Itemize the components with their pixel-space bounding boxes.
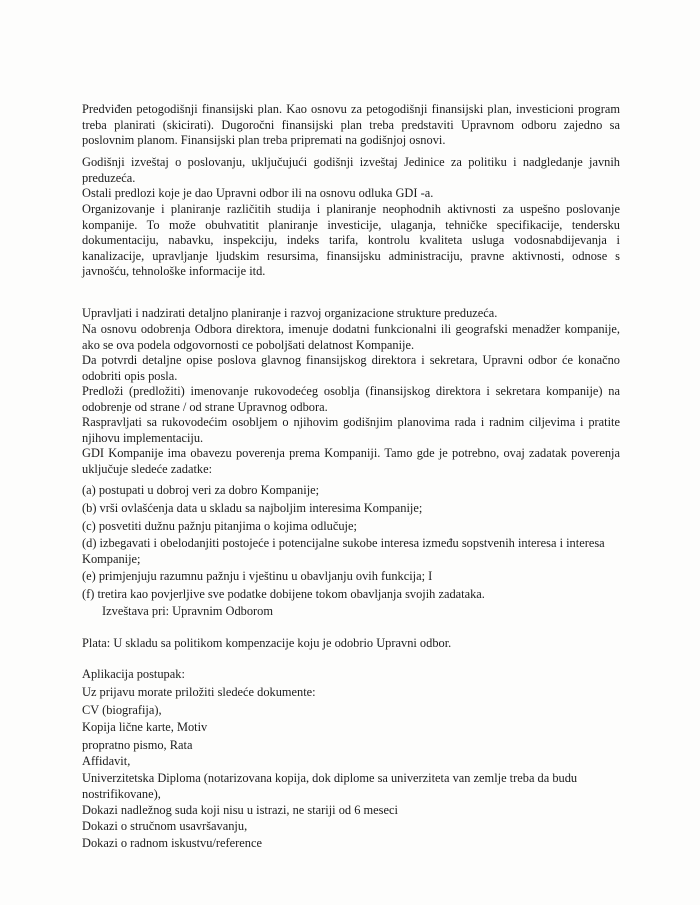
document-item-cover-letter: propratno pismo, Rata: [82, 738, 193, 752]
paragraph-board-approval: Na osnovu odobrenja Odbora direktora, imenuje dodatni funkcionalni ili geografski menadžer kompanije, ako se ova podela odgovornosti ce poboljšati delatnost Kompanije.: [82, 322, 620, 352]
document-item-court-proof: Dokazi nadležnog suda koji nisu u istrazi, ne stariji od 6 meseci: [82, 803, 398, 817]
paragraph-organizing-planning: Organizovanje i planiranje različitih studija i planiranje neophodnih aktivnosti za uspešno poslovanje kompanije. To može obuhvatitit planiranje investicije, ulaganja, tehničke specifikacije, tendersku dokumentaciju, nabavku, inspekciju, indeks tarifa, kontrolu kvaliteta usluga vodosnabdijevanja i kanalizacije, upravljanje ljudskim resursima, finansijsku administraciju, pravne aktivnosti, odnose s javnošću, tehnološke informacije itd.: [82, 202, 620, 279]
application-title: Aplikacija postupak:: [82, 667, 185, 681]
salary-paragraph: Plata: U skladu sa politikom kompenzacije koju je odobrio Upravni odbor.: [82, 636, 452, 650]
document-item-training: Dokazi o stručnom usavršavanju,: [82, 819, 248, 833]
document-item-id-copy: Kopija lične karte, Motiv: [82, 720, 208, 734]
document-item-cv: CV (biografija),: [82, 703, 162, 717]
list-item-a: (a) postupati u dobroj veri za dobro Kompanije;: [82, 483, 320, 497]
paragraph-annual-report: Godišnji izveštaj o poslovanju, uključujući godišnji izveštaj Jedinice za politiku i nadgledanje javnih preduzeća.: [82, 155, 620, 185]
paragraph-other-proposals: Ostali predlozi koje je dao Upravni odbor ili na osnovu odluka GDI -a.: [82, 186, 434, 200]
document-item-experience: Dokazi o radnom iskustvu/reference: [82, 836, 262, 850]
paragraph-discuss-plans: Raspravljati sa rukovodećim osobljem o njihovim godišnjim planovima rada i radnim ciljevima i pratite njihovu implementaciju.: [82, 415, 620, 445]
paragraph-financial-plan: Predviđen petogodišnji finansijski plan. Kao osnovu za petogodišnji finansijski plan, investicioni program treba planirati (skicirati). Dugoročni finansijski plan treba predstaviti Upravnom odboru zajedno sa poslovnim planom. Finansijski plan treba pripremati na godišnjoj osnovi.: [82, 102, 620, 148]
paragraph-fiduciary-duty: GDI Kompanije ima obavezu poverenja prema Kompaniji. Tamo gde je potrebno, ovaj zadatak poverenja uključuje sledeće zadatke:: [82, 446, 620, 476]
list-item-f: (f) tretira kao povjerljive sve podatke dobijene tokom obavljanja svojih zadataka.: [82, 587, 485, 601]
document-item-affidavit: Affidavit,: [82, 754, 131, 768]
list-item-c: (c) posvetiti dužnu pažnju pitanjima o kojima odlučuje;: [82, 519, 357, 533]
reports-to: Izveštava pri: Upravnim Odborom: [102, 604, 274, 618]
document-item-diploma: Univerzitetska Diploma (notarizovana kopija, dok diplome sa univerziteta van zemlje treba da budu nostrifikovane),: [82, 771, 578, 801]
paragraph-propose-appointment: Predloži (predložiti) imenovanje rukovodećeg osoblja (finansijskog direktora i sekretara kompanije) na odobrenje od strane / od strane Upravnog odbora.: [82, 384, 620, 414]
paragraph-job-descriptions: Da potvrdi detaljne opise poslova glavnog finansijskog direktora i sekretara, Upravni odbor će konačno odobriti opis posla.: [82, 353, 620, 383]
paragraph-manage-structure: Upravljati i nadzirati detaljno planiranje i razvoj organizacione strukture preduzeća.: [82, 306, 498, 320]
application-intro: Uz prijavu morate priložiti sledeće dokumente:: [82, 685, 316, 699]
list-item-d: (d) izbegavati i obelodanjiti postojeće i potencijalne sukobe interesa između sopstvenih interesa i interesa Kompanije;: [82, 536, 605, 566]
list-item-b: (b) vrši ovlašćenja data u skladu sa najboljim interesima Kompanije;: [82, 501, 423, 515]
list-item-e: (e) primjenjuju razumnu pažnju i vještinu u obavljanju ovih funkcija; I: [82, 569, 433, 583]
